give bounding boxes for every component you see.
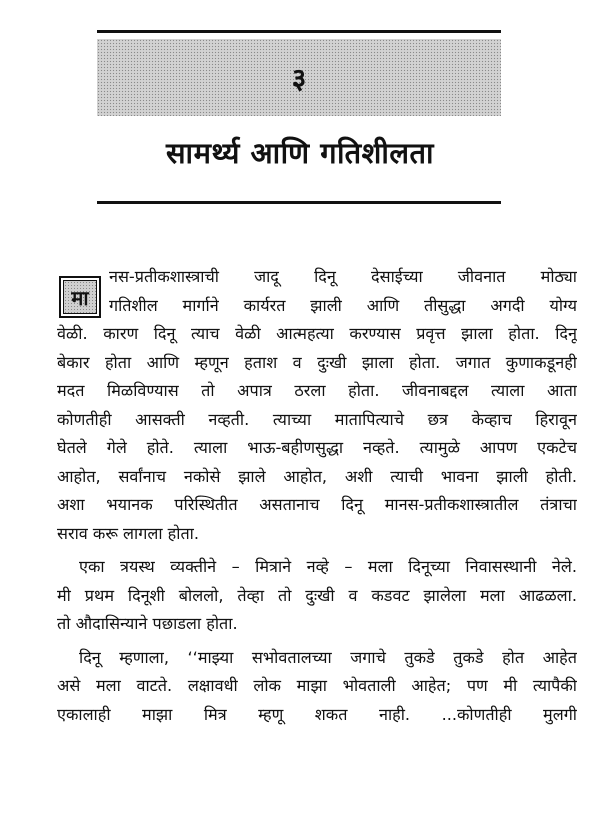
text-line: एका त्रयस्थ व्यक्तीने – मित्राने नव्हे – मला दिनूच्या निवासस्थानी नेले. xyxy=(79,557,577,576)
chapter-body xyxy=(57,263,577,729)
text-line: सराव करू लागला होता. xyxy=(57,523,200,543)
text-line: मदत मिळविण्यास तो अपात्र ठरला होता. जीवनाबद्दल त्याला आता xyxy=(57,381,577,400)
text-line: मी प्रथम दिनूशी बोललो, तेव्हा तो दुःखी व कडवट झालेला मला आढळला. xyxy=(57,585,577,605)
chapter-title: सामर्थ्य आणि गतिशीलता xyxy=(165,136,435,170)
text-line: वेळी. कारण दिनू त्याच वेळी आत्महत्या करण्यास प्रवृत्त झाला होता. दिनू xyxy=(57,324,577,343)
chapter-number: ३ xyxy=(291,61,307,95)
text-line: एकालाही माझा मित्र म्हणू शकत नाही. ...कोणतीही मुलगी xyxy=(57,704,577,724)
text-line: दिनू म्हणाला, ‘‘माझ्या सभोवतालच्या जगाचे तुकडे तुकडे होत आहेत xyxy=(79,647,577,667)
text-line: अशा भयानक परिस्थितीत असतानाच दिनू मानस-प्रतीकशास्त्रातील तंत्राचा xyxy=(57,495,577,514)
drop-cap-letters: मा xyxy=(63,280,97,314)
text-line: घेतले गेले होते. त्याला भाऊ-बहीणसुद्धा नव्हते. त्यामुळे आपण एकटेच xyxy=(57,438,577,457)
text-line: कोणतीही आसक्ती नव्हती. त्याच्या मातापित्याचे छत्र केव्हाच हिरावून xyxy=(57,409,577,429)
chapter-number-band xyxy=(97,39,501,116)
text-line: आहोत, सर्वांनाच नकोसे झाले आहोत, अशी त्याची भावना झाली होती. xyxy=(57,466,577,486)
top-rule xyxy=(97,30,501,33)
text-line: गतिशील मार्गाने कार्यरत झाली आणि तीसुद्धा अगदी योग्य xyxy=(109,295,577,315)
text-line: नस-प्रतीकशास्त्राची जादू दिनू देसाईच्या जीवनात मोठ्या xyxy=(109,267,577,286)
text-line: तो औदासिन्याने पछाडला होता. xyxy=(57,614,238,633)
title-underline-rule xyxy=(97,201,501,204)
text-line: असे मला वाटते. लक्षावधी लोक माझा भोवताली आहेत; पण मी त्यापैकी xyxy=(57,676,577,695)
text-line: बेकार होता आणि म्हणून हताश व दुःखी झाला होता. जगात कुणाकडूनही xyxy=(57,352,577,372)
